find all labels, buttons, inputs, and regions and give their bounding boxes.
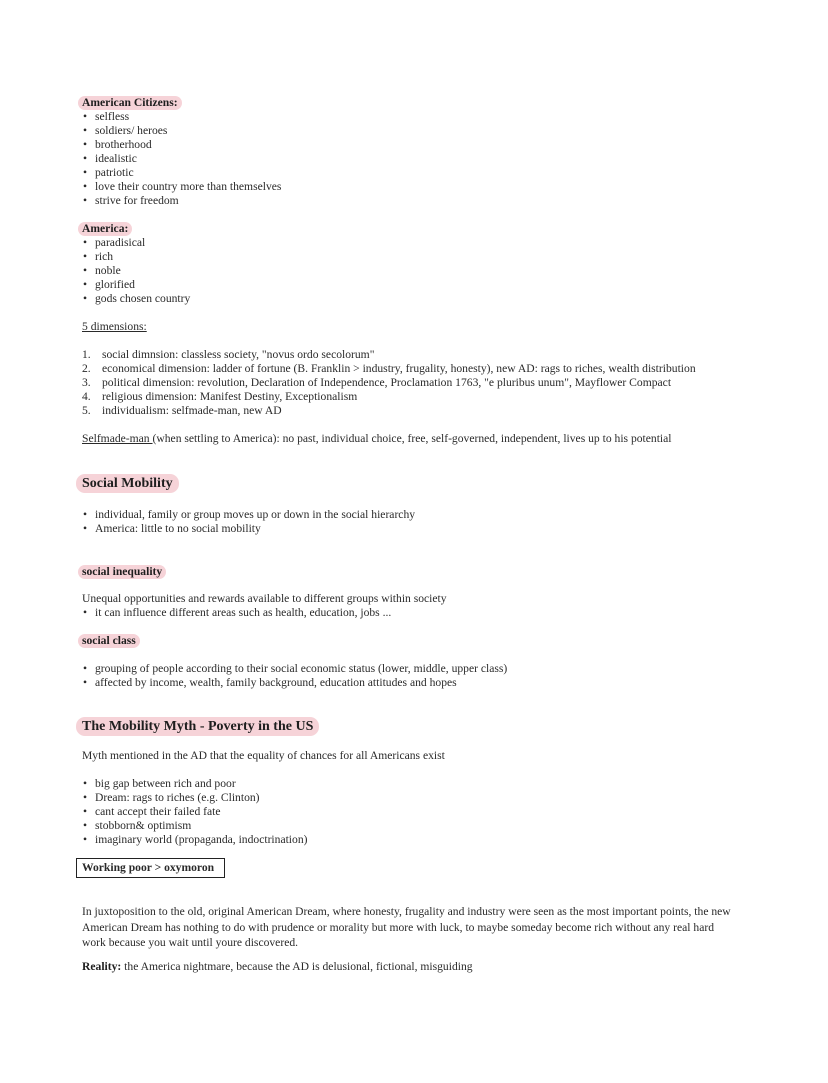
list-item: • idealistic — [82, 152, 762, 166]
list-item: • paradisical — [82, 236, 762, 250]
dimension-item — [82, 390, 762, 404]
list-item: • big gap between rich and poor — [82, 777, 762, 791]
social-mobility-list — [82, 508, 762, 536]
dimension-item — [82, 404, 762, 418]
citizens-section — [82, 96, 762, 208]
list-item: • it can influence different areas such as health, education, jobs ... — [82, 606, 762, 620]
dimension-number: 5. — [82, 404, 91, 417]
list-item: • affected by income, wealth, family background, education attitudes and hopes — [82, 676, 762, 690]
social-inequality-body — [82, 592, 762, 620]
list-item: • love their country more than themselves — [82, 180, 762, 194]
list-item: • grouping of people according to their social economic status (lower, middle, upper class) — [82, 662, 762, 676]
social-inequality-list — [82, 606, 762, 620]
mobility-myth-list — [82, 777, 762, 847]
social-class-list — [82, 662, 762, 690]
social-mobility-heading: Social Mobility — [76, 474, 179, 493]
juxtaposition-paragraph: In juxtoposition to the old, original American Dream, where honesty, frugality and industry were seen as the most important points, the new American Dream has nothing to do with prudence or morality but more with luck, to maybe someday become rich without any real hard work because you wait until youre discovered. — [82, 905, 731, 949]
list-item: • gods chosen country — [82, 292, 762, 306]
mobility-myth-intro-wrap — [82, 749, 762, 763]
social-mobility-section — [82, 474, 762, 493]
citizens-list — [82, 110, 762, 208]
dimensions-list — [82, 348, 762, 418]
dimensions-section — [82, 320, 762, 334]
list-item: • rich — [82, 250, 762, 264]
dimension-number: 1. — [82, 348, 91, 361]
list-item: • individual, family or group moves up or down in the social hierarchy — [82, 508, 762, 522]
social-mobility-list-wrap — [82, 508, 762, 536]
working-poor-box: Working poor > oxymoron — [76, 858, 225, 878]
dimension-text: religious dimension: Manifest Destiny, Exceptionalism — [102, 390, 358, 403]
citizens-heading: American Citizens: — [78, 96, 182, 110]
social-class-list-wrap — [82, 662, 762, 690]
list-item: • noble — [82, 264, 762, 278]
dimension-text: social dimnsion: classless society, "novus ordo secolorum" — [102, 348, 375, 361]
list-item: • patriotic — [82, 166, 762, 180]
list-item: • America: little to no social mobility — [82, 522, 762, 536]
dimension-number: 3. — [82, 376, 91, 389]
america-heading: America: — [78, 222, 132, 236]
reality-label: Reality: — [82, 960, 122, 973]
reality-text: the America nightmare, because the AD is delusional, fictional, misguiding — [121, 960, 473, 973]
dimension-text: political dimension: revolution, Declaration of Independence, Proclamation 1763, "e pluribus unum", Mayflower Compact — [102, 376, 672, 389]
dimensions-list-wrap — [82, 348, 762, 418]
selfmade-term: Selfmade-man — [82, 432, 153, 445]
list-item: • soldiers/ heroes — [82, 124, 762, 138]
reality-line — [82, 960, 762, 974]
list-item: • stobborn& optimism — [82, 819, 762, 833]
mobility-myth-list-wrap — [82, 777, 762, 847]
dimension-text: economical dimension: ladder of fortune (B. Franklin > industry, frugality, honesty), new AD: rags to riches, wealth distribution — [102, 362, 696, 375]
social-class-section — [82, 634, 762, 648]
selfmade-text: (when settling to America): no past, individual choice, free, self-governed, independent, lives up to his potential — [152, 432, 672, 445]
dimension-text: individualism: selfmade-man, new AD — [102, 404, 282, 417]
list-item: • selfless — [82, 110, 762, 124]
dimension-number: 4. — [82, 390, 91, 403]
social-inequality-text: Unequal opportunities and rewards available to different groups within society — [82, 592, 447, 605]
mobility-myth-intro: Myth mentioned in the AD that the equality of chances for all Americans exist — [82, 749, 445, 762]
list-item: • strive for freedom — [82, 194, 762, 208]
social-inequality-section — [82, 565, 762, 579]
list-item: • imaginary world (propaganda, indoctrination) — [82, 833, 762, 847]
list-item: • brotherhood — [82, 138, 762, 152]
dimension-item — [82, 376, 762, 390]
dimension-item — [82, 362, 762, 376]
social-class-heading: social class — [78, 634, 140, 648]
america-section — [82, 222, 762, 306]
dimension-item — [82, 348, 762, 362]
mobility-myth-heading: The Mobility Myth - Poverty in the US — [76, 717, 319, 736]
america-list — [82, 236, 762, 306]
list-item: • Dream: rags to riches (e.g. Clinton) — [82, 791, 762, 805]
selfmade-line — [82, 432, 782, 446]
dimensions-heading: 5 dimensions: — [82, 320, 147, 333]
list-item: • glorified — [82, 278, 762, 292]
dimension-number: 2. — [82, 362, 91, 375]
social-inequality-heading: social inequality — [78, 565, 166, 579]
mobility-myth-section — [82, 717, 762, 736]
juxtaposition-paragraph-wrap — [82, 904, 732, 951]
list-item: • cant accept their failed fate — [82, 805, 762, 819]
